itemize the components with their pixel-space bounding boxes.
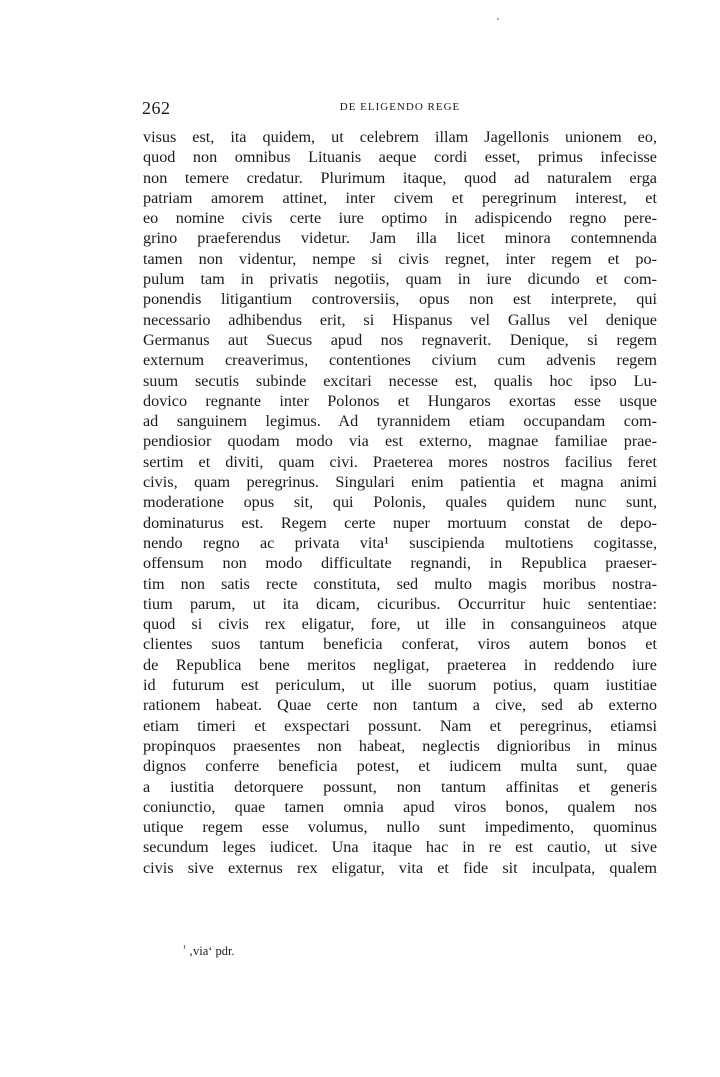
text-line: tim non satis recte constituta, sed multo magis moribus nostra- [143,574,657,593]
text-line: suum secutis subinde excitari necesse est, qualis hoc ipso Lu- [143,371,657,390]
text-line: nendo regno ac privata vita¹ suscipienda multotiens cogitasse, [143,533,657,552]
text-line: etiam timeri et exspectari possunt. Nam et peregrinus, etiamsi [143,716,657,735]
text-line: civis, quam peregrinus. Singulari enim patientia et magna animi [143,473,657,492]
text-line: propinquos praesentes non habeat, neglectis dignioribus in minus [143,736,657,755]
text-line: civis sive externus rex eligatur, vita et fide sit inculpata, qualem [143,858,657,877]
text-line: eo nomine civis certe iure optimo in adispicendo regno pere- [143,209,657,228]
text-line: id futurum est periculum, ut ille suorum potius, quam iustitiae [143,676,657,695]
text-line: utique regem esse volumus, nullo sunt impedimento, quominus [143,818,657,837]
text-line: tium parum, ut ita dicam, cicuribus. Occurritur huic sententiae: [143,594,657,613]
footnote-marker: ¹ [183,943,186,953]
text-line: ponendis litigantium controversiis, opus non est interprete, qui [143,290,657,309]
page-number: 262 [142,98,171,118]
text-line: dovico regnante inter Polonos et Hungaros exortas esse usque [143,391,657,410]
text-line: grino praeferendus videtur. Jam illa licet minora contemnenda [143,229,657,248]
text-line: offensum non modo difficultate regnandi, in Republica praeser- [143,554,657,573]
text-line: quod si civis rex eligatur, fore, ut ille in consanguineos atque [143,615,657,634]
text-line: dominaturus est. Regem certe nuper mortuum constat de depo- [143,513,657,532]
text-line: pendiosior quodam modo via est externo, magnae familiae prae- [143,432,657,451]
text-line: patriam amorem attinet, inter civem et peregrinum interest, et [143,188,657,207]
text-line: clientes suos tantum beneficia conferat, viros autem bonos et [143,635,657,654]
text-line: sertim et diviti, quam civi. Praeterea mores nostros facilius feret [143,452,657,471]
text-line: rationem habeat. Quae certe non tantum a cive, sed ab externo [143,696,657,715]
text-line: pulum tam in privatis negotiis, quam in iure dicundo et com- [143,270,657,289]
text-line: a iustitia detorquere possunt, non tantum affinitas et generis [143,777,657,796]
text-line: quod non omnibus Lituanis aeque cordi esset, primus infecisse [143,148,657,167]
text-line: Germanus aut Suecus apud nos regnaverit. Denique, si regem [143,330,657,349]
footnote-text: ‚via‘ pdr. [185,944,235,958]
text-line: moderatione opus sit, qui Polonis, quales quidem nunc sunt, [143,493,657,512]
text-line: non temere credatur. Plurimum itaque, quod ad naturalem erga [143,168,657,187]
text-line: ad sanguinem legimus. Ad tyrannidem etiam occupandam com- [143,412,657,431]
scan-speck [497,18,499,20]
body-text [143,127,657,878]
text-line: dignos conferre beneficia potest, et iudicem multa sunt, quae [143,757,657,776]
text-line: de Republica bene meritos negligat, praeterea in reddendo iure [143,655,657,674]
text-line: secundum leges iudicet. Una itaque hac in re est cautio, ut sive [143,838,657,857]
text-line: coniunctio, quae tamen omnia apud viros bonos, qualem nos [143,797,657,816]
running-head: DE ELIGENDO REGE [339,101,461,113]
text-line: externum creaverimus, contentiones civium cum advenis regem [143,351,657,370]
footnote [183,944,235,959]
text-line: tamen non videntur, nempe si civis regnet, inter regem et po- [143,249,657,268]
text-line: visus est, ita quidem, ut celebrem illam Jagellonis unionem eo, [143,128,657,146]
text-line: necessario adhibendus erit, si Hispanus vel Gallus vel denique [143,310,657,329]
